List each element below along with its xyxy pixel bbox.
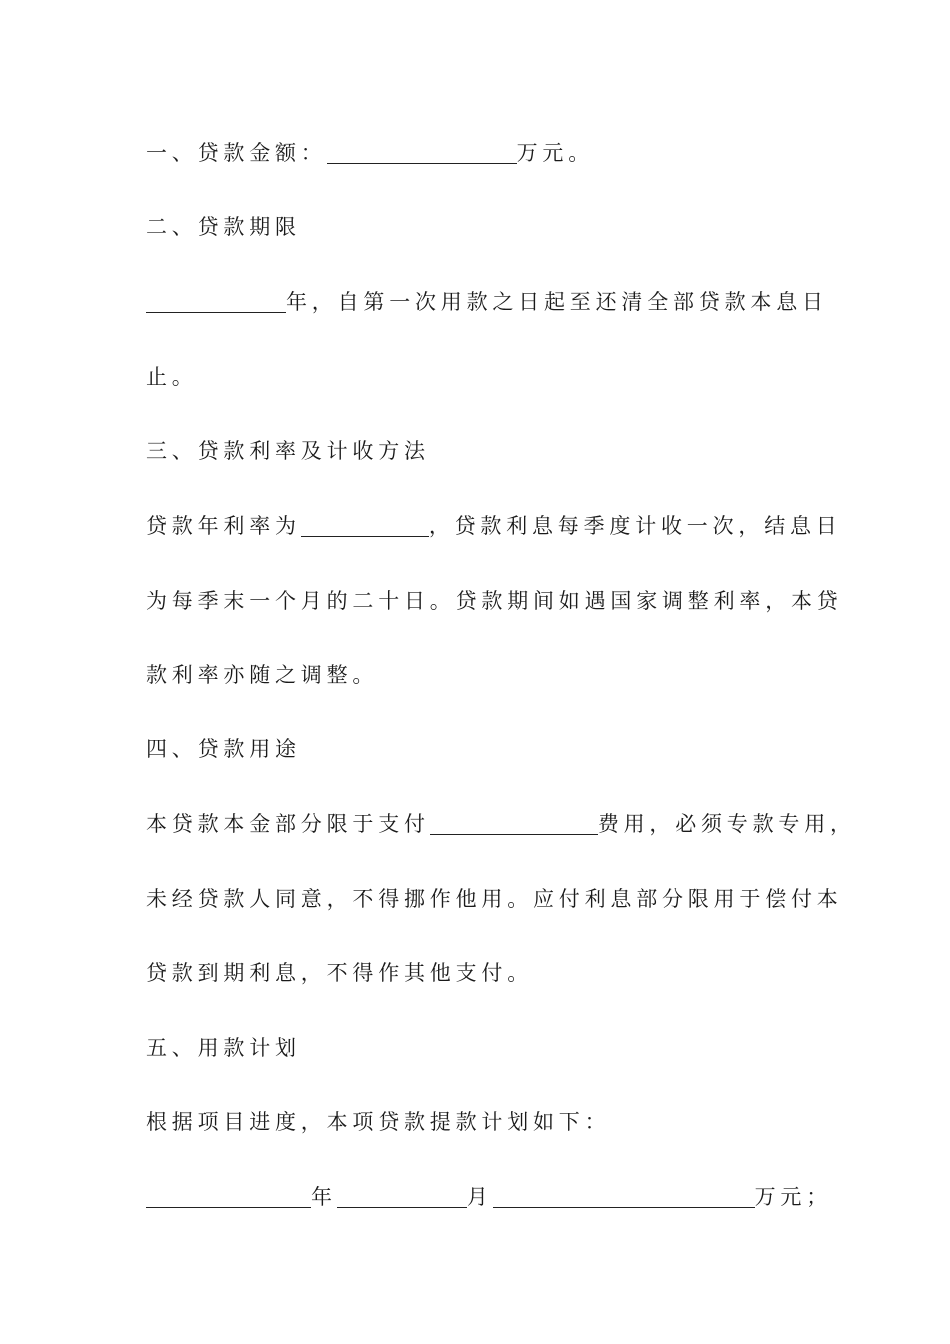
plan-year-blank[interactable] [146,1177,311,1208]
loan-amount-blank[interactable] [327,133,517,164]
loan-term-blank[interactable] [146,282,286,313]
loan-term-text: 年，自第一次用款之日起至还清全部贷款本息日 [286,290,828,314]
loan-amount-line [146,133,594,173]
plan-year-label: 年 [311,1185,337,1209]
plan-amount-label: 万元； [754,1185,833,1209]
heading-interest-rate: 三、贷款利率及计收方法 [146,439,430,463]
interest-rate-line-3: 款利率亦随之调整。 [146,663,379,687]
interest-rate-text: ，贷款利息每季度计收一次，结息日 [428,514,842,538]
interest-rate-line [146,506,842,546]
loan-term-end: 止。 [146,365,198,389]
loan-use-line-3: 贷款到期利息，不得作其他支付。 [146,961,533,985]
loan-use-blank[interactable] [430,804,598,835]
drawdown-plan-intro: 根据项目进度，本项贷款提款计划如下： [146,1110,611,1134]
loan-use-line [146,804,856,844]
plan-amount-blank[interactable] [493,1177,755,1208]
heading-loan-term: 二、贷款期限 [146,215,301,239]
drawdown-plan-row [146,1177,832,1217]
interest-rate-line-2: 为每季末一个月的二十日。贷款期间如遇国家调整利率，本贷 [146,589,843,613]
plan-month-blank[interactable] [337,1177,467,1208]
loan-use-text: 费用，必须专款专用， [597,812,856,836]
interest-rate-blank[interactable] [301,506,429,537]
heading-loan-use: 四、贷款用途 [146,737,301,761]
loan-term-line [146,282,828,322]
heading-drawdown-plan: 五、用款计划 [146,1036,301,1060]
loan-amount-unit: 万元。 [516,141,595,165]
loan-amount-label: 一、贷款金额： [146,141,327,165]
loan-use-label: 本贷款本金部分限于支付 [146,812,430,836]
plan-month-label: 月 [466,1185,493,1209]
loan-use-line-2: 未经贷款人同意，不得挪作他用。应付利息部分限用于偿付本 [146,887,843,911]
interest-rate-label: 贷款年利率为 [146,514,301,538]
